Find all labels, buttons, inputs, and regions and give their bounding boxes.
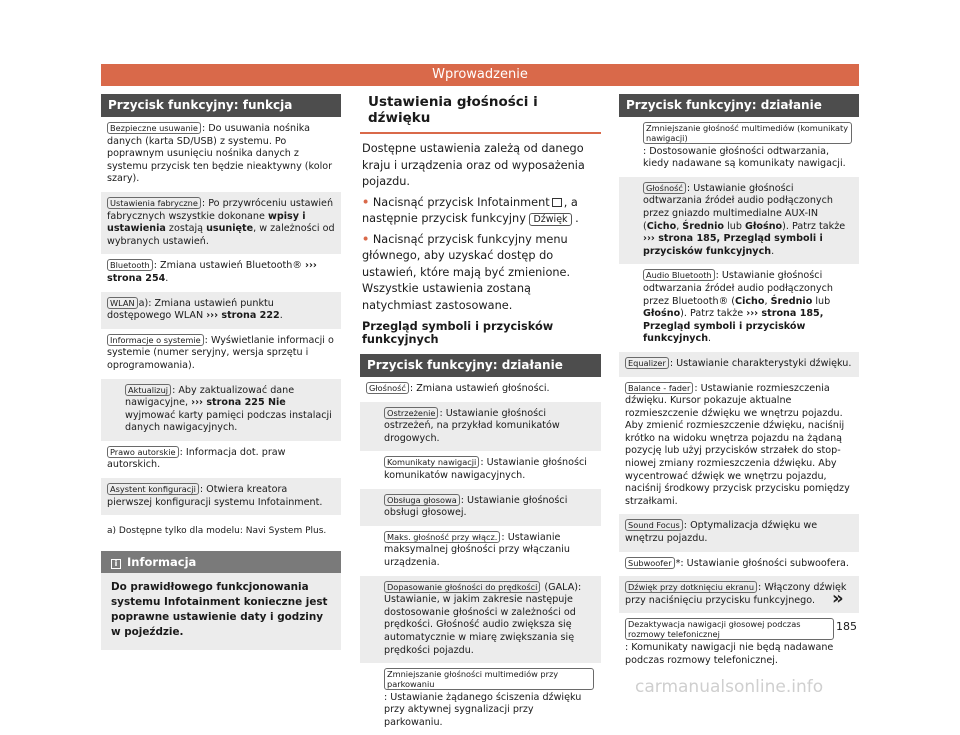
function-button-tag: Prawo autorskie [107,446,179,458]
page-reference-link[interactable]: ››› strona 225 Nie [191,397,286,409]
table-row [101,292,341,329]
column-left [101,94,341,650]
function-button-tag: Ostrzeżenie [384,407,438,419]
row-text: : Ustawianie głośności komunikatów nawigacyjnych. [384,457,587,481]
row-text: : Optymalizacja dźwięku we wnętrzu pojazdu. [625,520,818,545]
info-icon: i [111,559,121,569]
bullet-text: Nacisnąć przycisk funkcyjny menu głównego, aby uzyskać dostęp do ustawień, które mają być zmienione. Wszystkie ustawienia zostaną natychmiast zastosowane. [362,232,571,312]
page-number: 185 [836,620,857,633]
column-right [619,94,859,673]
row-text: : Ustawianie głośności obsługi głosowej. [384,494,568,519]
row-text: lub [812,295,831,307]
function-button-tag: Aktualizuj [125,384,171,396]
table-row [101,192,341,254]
row-text: : Po przywróceniu ustawień fabrycznych wszystkie dokonane [107,197,334,222]
function-button-tag: Głośność [366,382,409,394]
row-text: : Aby zaktualizować dane nawigacyjne, [125,384,295,409]
function-button-tag: Dźwięk przy dotknięciu ekranu [625,581,757,593]
row-text: . [771,245,775,257]
table-row [101,478,341,515]
page-reference-link[interactable]: ››› strona 222 [206,310,280,322]
function-button-tag: Obsługa głosowa [384,494,460,506]
row-text: zostają [165,223,207,235]
table-row [619,117,859,177]
row-text: : Ustawianie żądanego ściszenia dźwięku przy aktywnej sygnalizacji przy parkowaniu. [384,691,582,728]
table-row [619,352,859,377]
footnote: a) Dostępne tylko dla modelu: Navi System Plus. [107,526,327,537]
row-text: : Ustawianie głośności odtwarzania źródeł audio podłączonych przez gniazdo multimedialne AUX-IN ( [643,182,833,232]
function-button-tag: Informacje o systemie [107,334,204,346]
table-header: Przycisk funkcyjny: funkcja [101,94,341,117]
column-middle [360,94,601,735]
row-text: : Otwiera kreatora pierwszej konfiguracji systemu Infotainment. [107,484,323,508]
bullet-icon: • [362,195,370,209]
info-box-body: Do prawidłowego funkcjonowania systemu Infotainment konieczne jest poprawne ustawienie daty i godziny w pojeździe. [111,581,328,639]
table-row [619,576,859,613]
row-text: : Komunikaty nawigacji nie będą nadawane podczas rozmowy telefonicznej. [625,642,834,666]
page-reference-link[interactable]: ››› strona 254 [107,260,317,284]
function-button-tag: Ustawienia fabryczne [107,197,201,209]
option-cicho: Cicho [735,295,765,307]
bullet-text: Nacisnąć przycisk Infotainment [372,195,550,209]
section-title: Ustawienia głośności i dźwięku [360,94,601,134]
info-box-header [101,551,341,573]
function-button-tag: Equalizer [625,357,669,369]
function-button-tag: Maks. głośność przy włącz. [384,531,500,543]
option-glosno: Głośno [744,220,783,232]
continue-arrow-icon: » [832,588,844,609]
table-row [101,379,341,441]
table-row [360,402,601,452]
table-row [360,451,601,488]
function-button-tag: Dopasowanie głośności do prędkości [384,581,540,593]
subsection-title: Przegląd symboli i przycisków funkcyjnych [362,320,554,346]
row-text-bold: usunięte [206,223,254,235]
table-row [360,377,601,402]
row-text: : Informacja dot. praw autorskich. [107,446,286,471]
table-row [619,514,859,551]
row-text: : Ustawianie charakterystyki dźwięku. [669,357,852,369]
bullet-item [360,228,601,315]
function-button-tag: Zmniejszanie głośność multimediów (komunikaty nawigacji) [643,122,852,144]
table-header: Przycisk funkcyjny: działanie [619,94,859,117]
function-button-tag: Komunikaty nawigacji [384,456,479,468]
row-text: : Ustawianie głośności ostrzeżeń, na przykład komunikatów drogowych. [384,407,560,444]
row-text: : Wyświetlanie informacji o systemie (numer seryjny, wersja sprzętu i oprogramowania). [107,334,334,371]
function-button-tag: Audio Bluetooth [643,269,715,281]
table-header: Przycisk funkcyjny: działanie [360,354,601,377]
row-text: a): Zmiana ustawień punktu dostępowego WLAN [107,297,274,322]
row-text: : Ustawianie rozmieszczenia dźwięku. Kursor pokazuje aktualne rozmieszczenie dźwięku we wnętrzu pojazdu. Aby zmienić rozmieszczenie dźwięku, naciśnij krótko na widoku wnętrza pojazdu na żądaną pozycję lub użyj przycisków strzałek do stopniowej zmiany rozmieszczenia dźwięku. Aby wycentrować dźwięk we wnętrzu pojazdu, naciśnij środkowy przycisk przycisku pomiędzy strzałkami. [625,382,850,507]
table-row [101,441,341,478]
table-row [360,526,601,576]
bullet-text: . [575,212,579,225]
row-text: , [764,295,771,307]
row-text: . [708,333,712,345]
table-row [360,489,601,526]
row-text: *: Ustawianie głośności subwoofera. [675,557,849,569]
row-text: (GALA): Ustawianie, w jakim zakresie następuje dostosowanie głośności w zależności od prędkości. Głośność audio zwiększa się automatycznie w miarę zwiększania się prędkości pojazdu. [384,581,582,656]
row-text: : Włączony dźwięk przy naciśnięciu przycisku funkcyjnego. [625,582,847,606]
row-text: ). Patrz także [680,308,747,320]
table-row [360,576,601,664]
row-text: . [165,272,169,284]
function-button-tag: Zmniejszanie głośności multimediów przy parkowaniu [384,668,594,690]
section-banner: Wprowadzenie [101,64,859,86]
option-glosno: Głośno [643,308,681,320]
bullet-text: , a następnie przycisk funkcyjny [362,195,578,225]
intro-paragraph: Dostępne ustawienia zależą od danego kraju i urządzenia oraz od wyposażenia pojazdu. [362,142,585,188]
table-row [619,613,859,673]
row-text: lub [724,220,745,232]
table-row [101,329,341,379]
function-button-tag: WLAN [107,297,138,309]
row-text: ). Patrz także [782,220,846,232]
row-text: : Do usuwania nośnika danych (karta SD/USB) z systemu. Po poprawnym usunięciu nośnika danych z systemu przycisk ten będzie nieaktywny (kolor szary). [107,123,333,185]
row-text: : Zmiana ustawień Bluetooth® [153,260,305,272]
function-button-tag: Asystent konfiguracji [107,483,199,495]
row-text: , [676,220,683,232]
table-row [619,264,859,352]
row-text: . [279,310,283,322]
function-button-tag: Subwoofer [625,557,675,569]
function-button-tag: Dezaktywacja nawigacji głosowej podczas rozmowy telefonicznej [625,618,834,640]
watermark: carmanualsonline.info [635,677,824,697]
row-text-bold: wpisy i ustawienia [107,210,306,235]
function-button-tag: Sound Focus [625,519,683,531]
table-row [619,377,859,515]
table-row [619,552,859,577]
option-srednio: Średnio [770,295,813,307]
row-text: , w zależności od wybranych ustawień. [107,223,335,247]
row-text: : Ustawianie maksymalnej głośności przy włączaniu urządzenia. [384,531,570,568]
sound-button[interactable]: Dźwięk [529,213,571,226]
bullet-icon: • [362,232,370,246]
info-box-title: Informacja [127,555,197,570]
row-text: wyjmować karty pamięci podczas instalacji danych nawigacyjnych. [125,409,332,434]
function-button-tag: Bezpieczne usuwanie [107,122,201,134]
infotainment-menu-icon [552,198,562,207]
table-row [101,117,341,192]
row-text: : Ustawianie głośności odtwarzania źródeł audio podłączonych przez Bluetooth® ( [643,270,833,307]
function-button-tag: Balance - fader [625,382,693,394]
table-row [360,663,601,735]
row-text: : Zmiana ustawień głośności. [409,383,550,394]
row-text: : Dostosowanie głośności odtwarzania, kiedy nadawane są komunikaty nawigacji. [643,145,846,170]
option-cicho: Cicho [646,220,677,232]
table-row [101,254,341,291]
option-srednio: Średnio [682,220,725,232]
bullet-item [360,191,601,228]
function-button-tag: Bluetooth [107,259,153,271]
page-reference-link[interactable]: ››› strona 185, Przegląd symboli i przycisków funkcyjnych [643,233,823,257]
table-row [619,177,859,265]
info-box [101,551,341,650]
function-button-tag: Głośność [643,182,686,194]
page-reference-link[interactable]: ››› strona 185, Przegląd symboli i przycisków funkcyjnych [643,308,824,345]
